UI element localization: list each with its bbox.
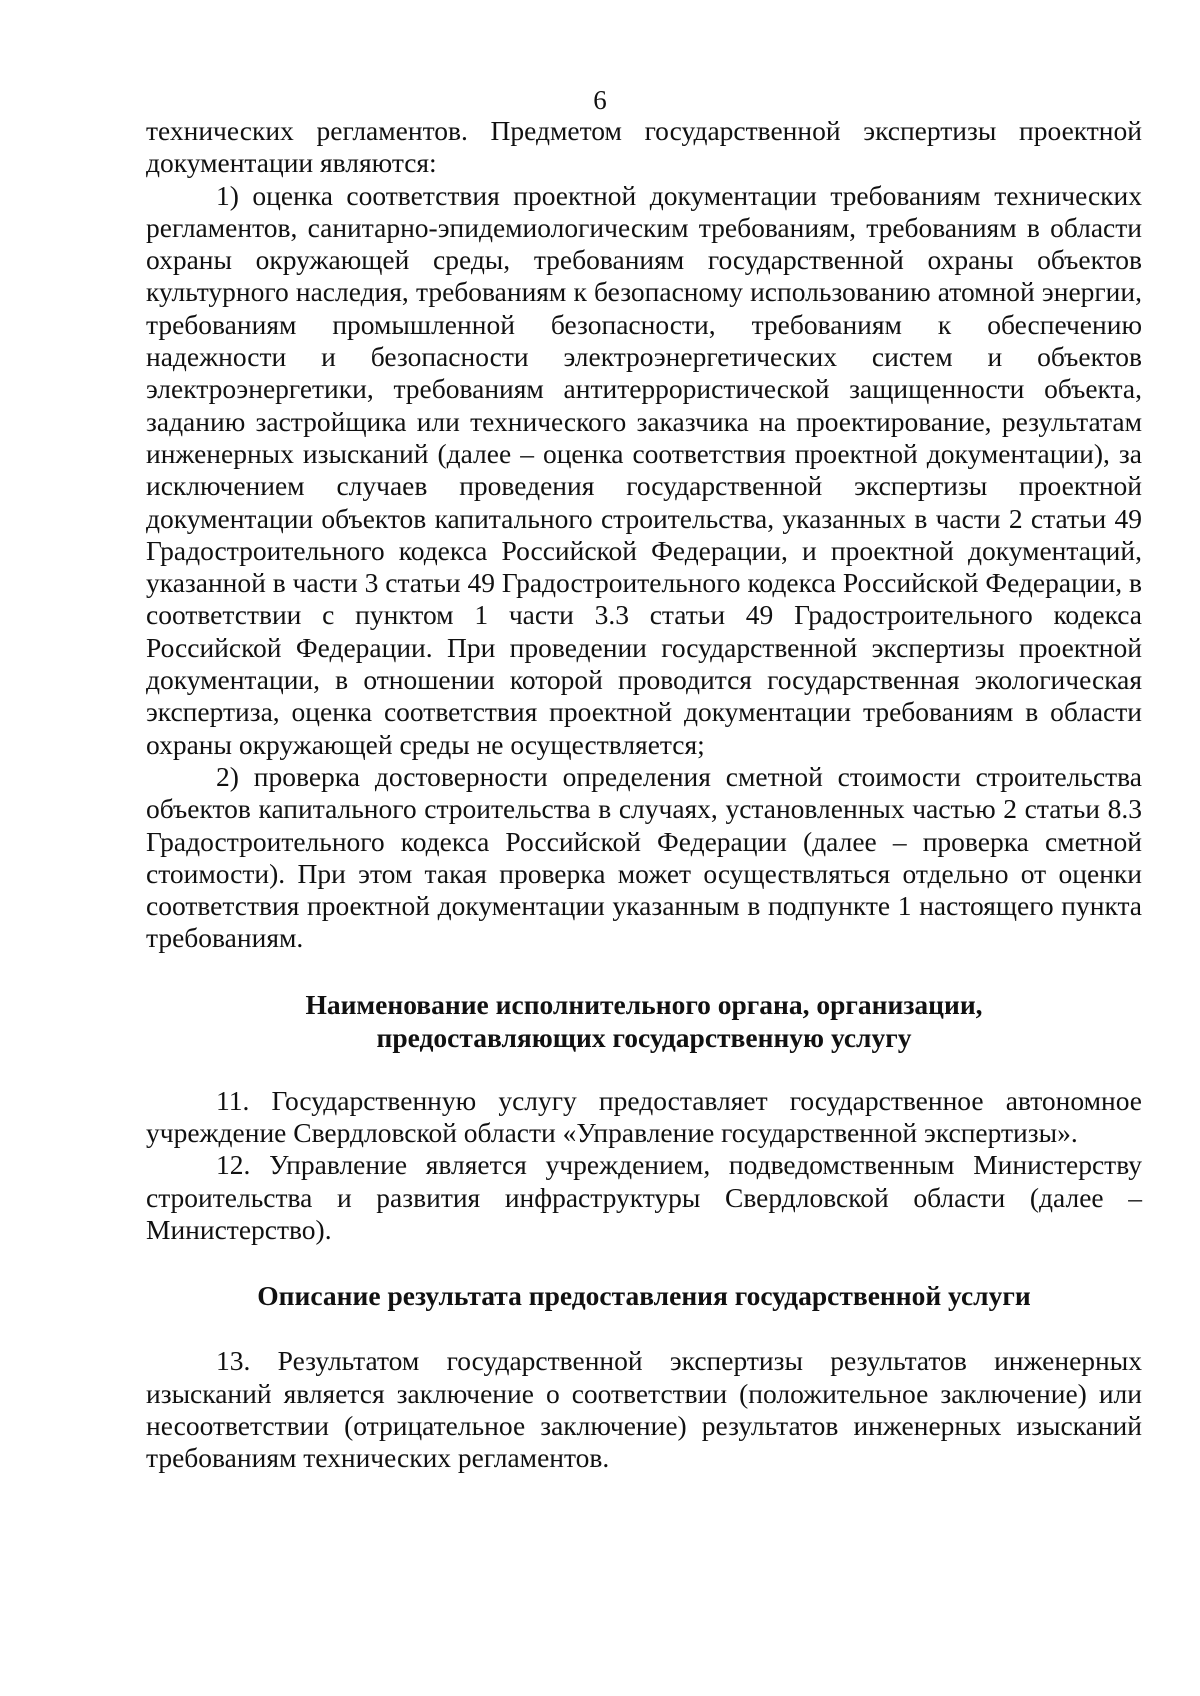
paragraph-item-2: 2) проверка достоверности определения сметной стоимости строительства объектов капитального строительства в случаях, установленных частью 2 статьи 8.3 Градостроительного кодекса Российской Федерации (далее – проверка сметной стоимости). При этом такая проверка может осуществляться отдельно от оценки соответствия проектной документации указанным в подпункте 1 настоящего пункта требованиям. xyxy=(146,760,1142,954)
paragraph-continuation: технических регламентов. Предметом государственной экспертизы проектной документации являются: xyxy=(146,115,1142,179)
section-heading-executive-body xyxy=(146,988,1142,1054)
section-heading-result: Описание результата предоставления государственной услуги xyxy=(257,1280,1031,1312)
paragraph-item-1: 1) оценка соответствия проектной документации требованиям технических регламентов, санитарно-эпидемиологическим требованиям, требованиям в области охраны окружающей среды, требованиям государственной охраны объектов культурного наследия, требованиям к безопасному использованию атомной энергии, требованиям промышленной безопасности, требованиям к обеспечению надежности и безопасности электроэнергетических систем и объектов электроэнергетики, требованиям антитеррористической защищенности объекта, заданию застройщика или технического заказчика на проектирование, результатам инженерных изысканий (далее – оценка соответствия проектной документации), за исключением случаев проведения государственной экспертизы проектной документации объектов капитального строительства, указанных в части 2 статьи 49 Градостроительного кодекса Российской Федерации, и проектной документаций, указанной в части 3 статьи 49 Градостроительного кодекса Российской Федерации, в соответствии с пунктом 1 части 3.3 статьи 49 Градостроительного кодекса Российской Федерации. При проведении государственной экспертизы проектной документации, в отношении которой проводится государственная экологическая экспертиза, оценка соответствия проектной документации требованиям в области охраны окружающей среды не осуществляется; xyxy=(146,179,1142,760)
document-body xyxy=(146,115,1142,1474)
paragraph-13: 13. Результатом государственной экспертизы результатов инженерных изысканий является заключение о соответствии (положительное заключение) или несоответствии (отрицательное заключение) результатов инженерных изысканий требованиям технических регламентов. xyxy=(146,1345,1142,1474)
page-number: 6 xyxy=(593,85,607,115)
section-heading-line: Наименование исполнительного органа, организации, xyxy=(305,988,983,1020)
section-heading-line: предоставляющих государственную услугу xyxy=(376,1021,912,1053)
paragraph-12: 12. Управление является учреждением, подведомственным Министерству строительства и развития инфраструктуры Свердловской области (далее – Министерство). xyxy=(146,1149,1142,1245)
paragraph-11: 11. Государственную услугу предоставляет государственное автономное учреждение Свердловской области «Управление государственной экспертизы». xyxy=(146,1084,1142,1149)
